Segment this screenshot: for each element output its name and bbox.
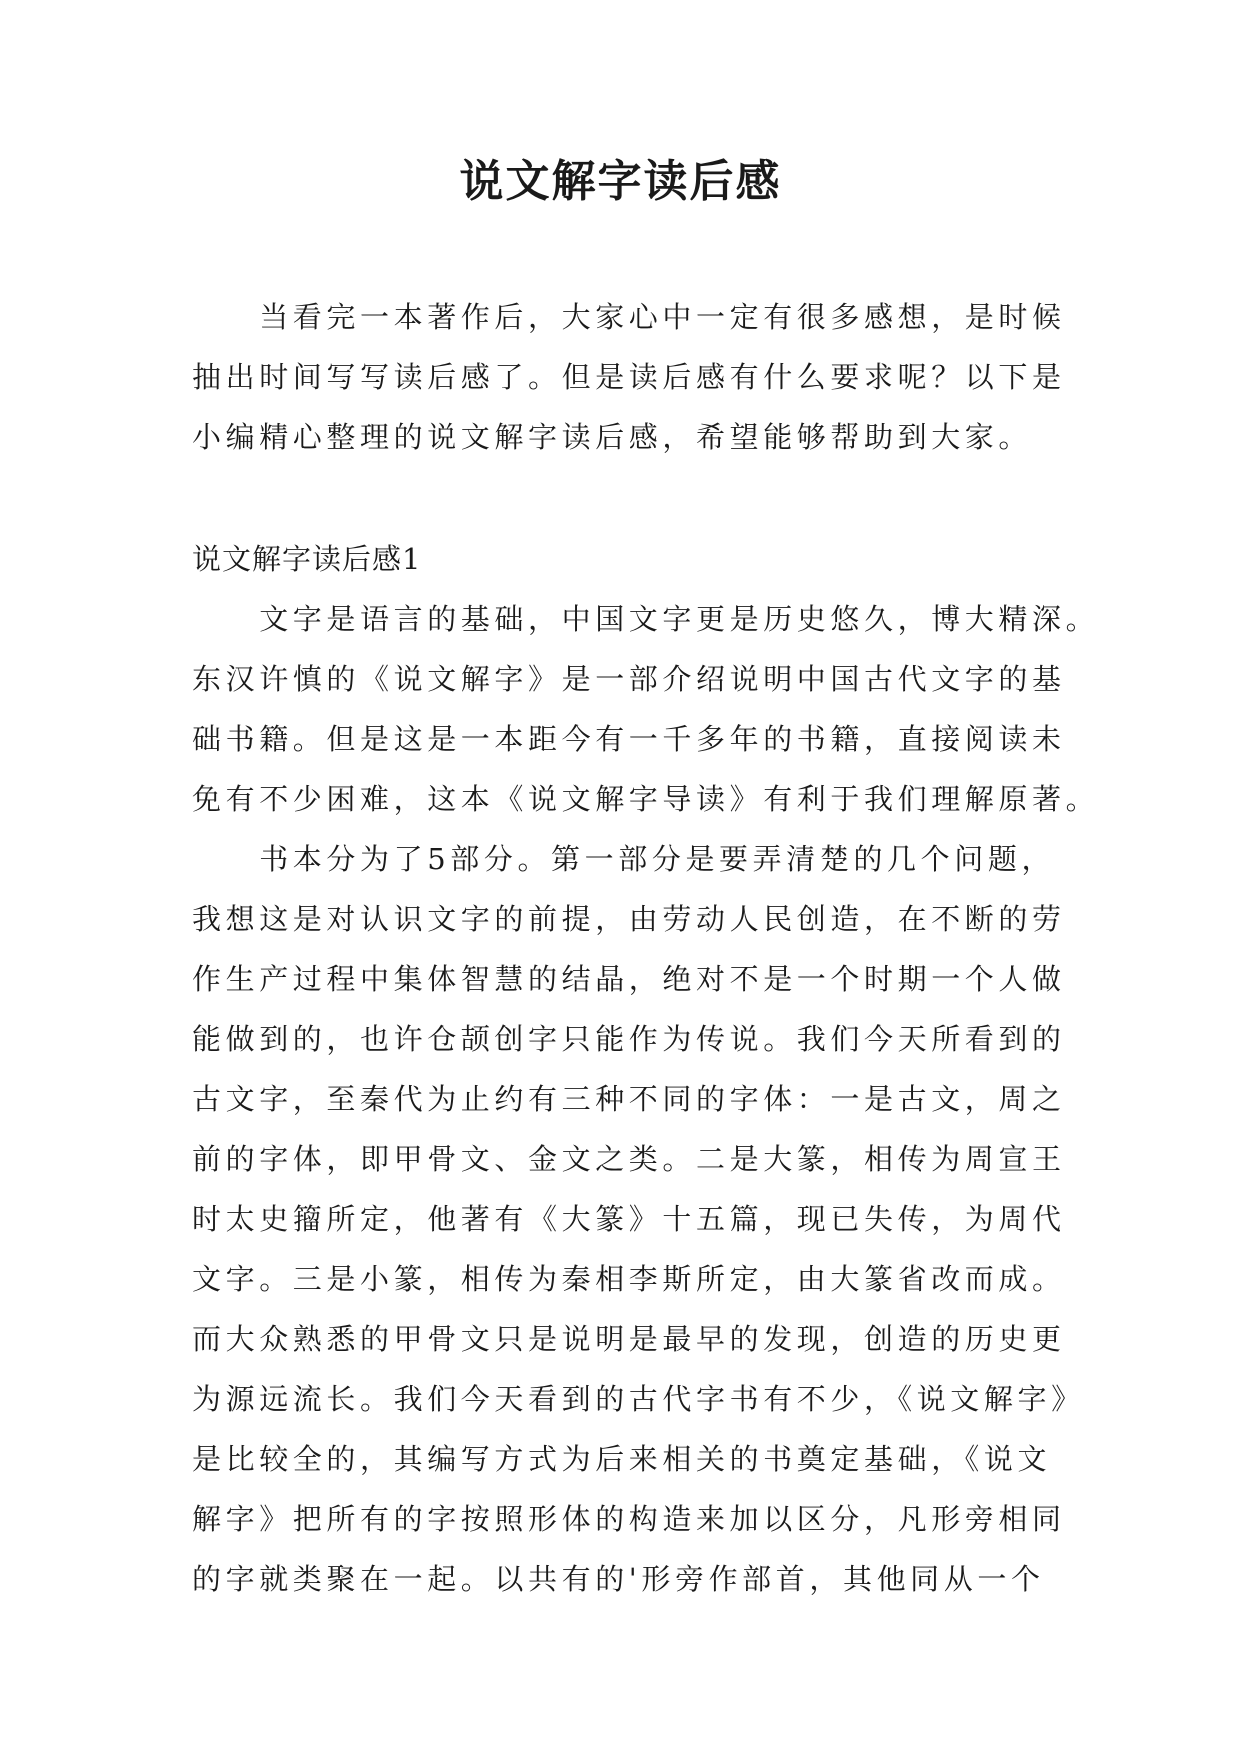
document-body (192, 287, 1100, 1609)
body-line: 而大众熟悉的甲骨文只是说明是最早的发现，创造的历史更 (192, 1322, 1066, 1356)
intro-line: 小编精心整理的说文解字读后感，希望能够帮助到大家。 (192, 420, 1033, 454)
body-line: 能做到的，也许仓颉创字只能作为传说。我们今天所看到的 (192, 1022, 1066, 1056)
body-line: 免有不少困难，这本《说文解字导读》有利于我们理解原著。 (192, 782, 1100, 816)
body-line: 前的字体，即甲骨文、金文之类。二是大篆，相传为周宣王 (192, 1142, 1066, 1176)
body-line: 的字就类聚在一起。以共有的'形旁作部首，其他同从一个 (192, 1562, 1045, 1596)
paragraph-gap (192, 467, 1052, 529)
body-line: 东汉许慎的《说文解字》是一部介绍说明中国古代文字的基 (192, 662, 1066, 696)
body-line: 古文字，至秦代为止约有三种不同的字体：一是古文，周之 (192, 1082, 1066, 1116)
section-heading: 说文解字读后感1 (192, 542, 422, 576)
body-line: 文字。三是小篆，相传为秦相李斯所定，由大篆省改而成。 (192, 1262, 1066, 1296)
body-line: 作生产过程中集体智慧的结晶，绝对不是一个时期一个人做 (192, 962, 1066, 996)
body-line: 文字是语言的基础，中国文字更是历史悠久，博大精深。 (192, 602, 1100, 636)
intro-line: 抽出时间写写读后感了。但是读后感有什么要求呢？以下是 (192, 360, 1066, 394)
intro-line: 当看完一本著作后，大家心中一定有很多感想，是时候 (192, 300, 1066, 334)
body-line: 我想这是对认识文字的前提，由劳动人民创造，在不断的劳 (192, 902, 1066, 936)
body-line: 为源远流长。我们今天看到的古代字书有不少，《说文解字》 (192, 1382, 1085, 1416)
body-line: 是比较全的，其编写方式为后来相关的书奠定基础，《说文 (192, 1442, 1052, 1476)
body-line: 解字》把所有的字按照形体的构造来加以区分，凡形旁相同 (192, 1502, 1066, 1536)
body-line: 础书籍。但是这是一本距今有一千多年的书籍，直接阅读未 (192, 722, 1066, 756)
body-line: 书本分为了5部分。第一部分是要弄清楚的几个问题， (192, 842, 1056, 876)
body-line: 时太史籀所定，他著有《大篆》十五篇，现已失传，为周代 (192, 1202, 1066, 1236)
document-title: 说文解字读后感 (459, 156, 782, 207)
